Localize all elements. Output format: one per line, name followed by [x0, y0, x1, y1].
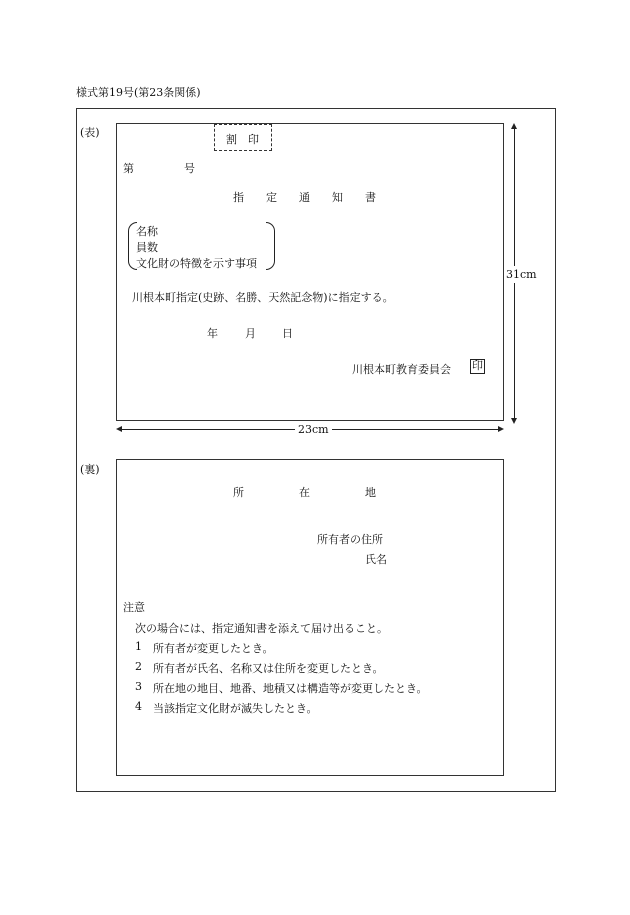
note-number: 1 — [135, 640, 142, 653]
date-day: 日 — [282, 327, 293, 340]
back-side-label: (裏) — [80, 463, 100, 476]
note-number: 3 — [135, 680, 142, 693]
owner-name-label: 氏名 — [365, 553, 387, 566]
field-name: 名称 — [136, 225, 158, 238]
issuer-seal-mark: 印 — [472, 359, 483, 372]
back-card — [116, 459, 504, 776]
field-features: 文化財の特徴を示す事項 — [136, 257, 257, 270]
height-dimension-label: 31cm — [506, 268, 537, 281]
note-text: 所在地の地目、地番、地積又は構造等が変更したとき。 — [153, 682, 428, 695]
field-count: 員数 — [136, 241, 158, 254]
note-number: 4 — [135, 700, 142, 713]
number-dai: 第 — [123, 162, 134, 175]
note-text: 所有者が氏名、名称又は住所を変更したとき。 — [153, 662, 384, 675]
doc-title: 指 定 通 知 書 — [233, 191, 376, 204]
right-brace — [266, 222, 275, 270]
front-side-label: (表) — [80, 126, 100, 139]
owner-address-label: 所有者の住所 — [317, 533, 383, 546]
height-arrow-bottom-icon — [511, 418, 517, 424]
location-heading: 所 在 地 — [233, 486, 376, 499]
width-arrow-left-icon — [116, 426, 122, 432]
note-text: 所有者が変更したとき。 — [153, 642, 274, 655]
issuer: 川根本町教育委員会 — [352, 363, 451, 376]
note-text: 当該指定文化財が滅失したとき。 — [153, 702, 318, 715]
width-dimension-label: 23cm — [295, 423, 332, 436]
form-title: 様式第19号(第23条関係) — [76, 86, 201, 99]
number-go: 号 — [184, 162, 195, 175]
split-seal-label: 割 印 — [226, 133, 259, 146]
date-month: 月 — [245, 327, 256, 340]
notes-title: 注意 — [123, 601, 145, 614]
width-arrow-right-icon — [498, 426, 504, 432]
note-number: 2 — [135, 660, 142, 673]
date-year: 年 — [207, 327, 218, 340]
height-arrow-top-icon — [511, 123, 517, 129]
designation-statement: 川根本町指定(史跡、名勝、天然記念物)に指定する。 — [132, 291, 394, 304]
notes-intro: 次の場合には、指定通知書を添えて届け出ること。 — [135, 622, 388, 635]
